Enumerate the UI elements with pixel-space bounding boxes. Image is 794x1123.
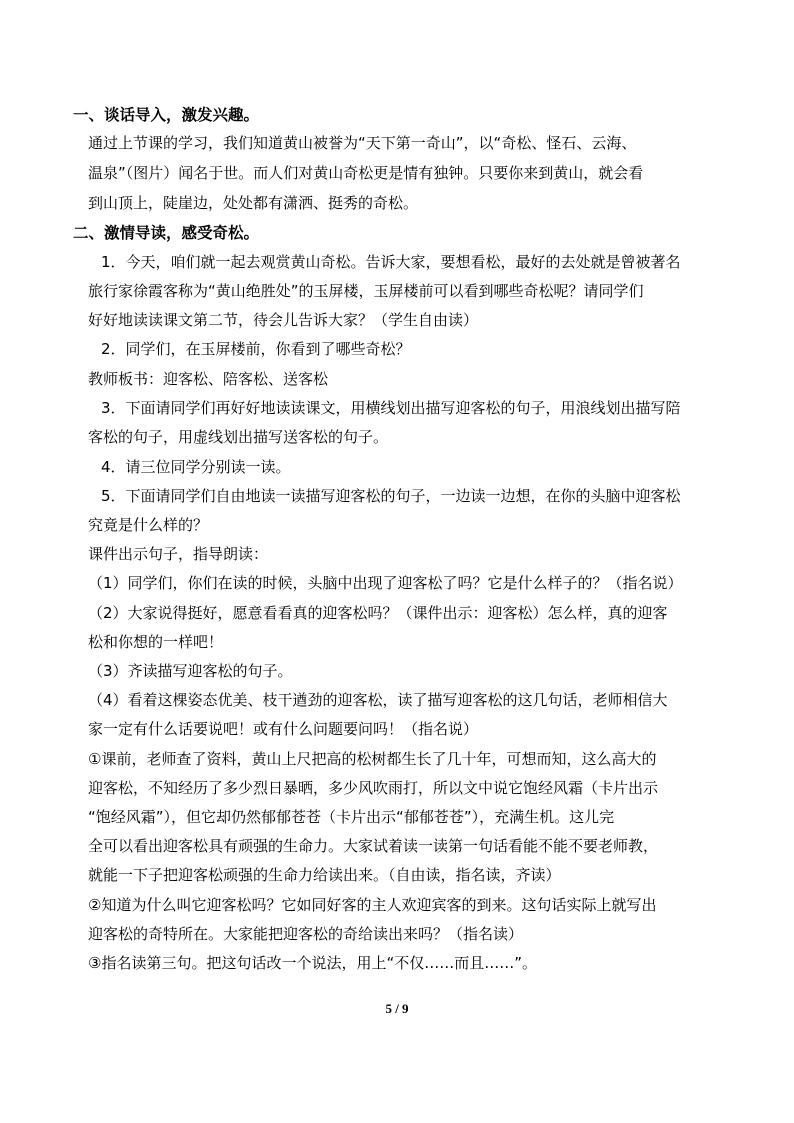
paragraph-line: 课件出示句子，指导朗读：	[88, 545, 269, 563]
paragraph-line: 旅行家徐霞客称为“黄山绝胜处”的玉屏楼，玉屏楼前可以看到哪些奇松呢？请同学们	[88, 282, 644, 300]
paragraph-line: 3．下面请同学们再好好地读读课文，用横线划出描写迎客松的句子，用浪线划出描写陪	[101, 399, 681, 417]
paragraph-line: 好好地读读课文第二节，待会儿告诉大家？（学生自由读）	[88, 311, 479, 329]
paragraph-line: 到山顶上，陡崖边，处处都有潇洒、挺秀的奇松。	[88, 194, 419, 212]
paragraph-line: 松和你想的一样吧！	[88, 633, 224, 651]
paragraph-line: 5．下面请同学们自由地读一读描写迎客松的句子，一边读一边想，在你的头脑中迎客松	[101, 487, 681, 505]
paragraph-line: 教师板书：迎客松、陪客松、送客松	[88, 370, 329, 388]
paragraph-line: 客松的句子，用虚线划出描写送客松的句子。	[88, 428, 389, 446]
paragraph-line: “饱经风霜”），但它却仍然郁郁苍苍（卡片出示“郁郁苍苍”），充满生机。这儿完	[88, 808, 615, 826]
paragraph-line: 究竟是什么样的？	[88, 516, 209, 534]
paragraph-line: 迎客松，不知经历了多少烈日暴晒，多少风吹雨打，所以文中说它饱经风霜（卡片出示	[88, 779, 659, 797]
paragraph-line: （1）同学们，你们在读的时候，头脑中出现了迎客松了吗？它是什么样子的？（指名说）	[88, 574, 683, 592]
section-heading-1: 一、谈话导入，激发兴趣。	[73, 106, 260, 124]
paragraph-line: 4．请三位同学分别读一读。	[101, 458, 291, 476]
paragraph-line: ③指名读第三句。把这句话改一个说法，用上“不仅……而且……”。	[88, 954, 537, 972]
section-heading-2: 二、激情导读，感受奇松。	[73, 224, 260, 242]
paragraph-line: 通过上节课的学习，我们知道黄山被誉为“天下第一奇山”，以“奇松、怪石、云海、	[88, 134, 637, 152]
paragraph-line: 全可以看出迎客松具有顽强的生命力。大家试着读一读第一句话看能不能不要老师教，	[88, 837, 659, 855]
paragraph-line: （3）齐读描写迎客松的句子。	[88, 662, 293, 680]
paragraph-line: 温泉”（图片）闻名于世。而人们对黄山奇松更是情有独钟。只要你来到黄山，就会看	[88, 164, 644, 182]
paragraph-line: 1．今天，咱们就一起去观赏黄山奇松。告诉大家，要想看松，最好的去处就是曾被著名	[101, 253, 681, 271]
paragraph-line: 就能一下子把迎客松顽强的生命力给读出来。（自由读，指名读，齐读）	[88, 866, 561, 884]
paragraph-line: （2）大家说得挺好，愿意看看真的迎客松吗？（课件出示：迎客松）怎么样，真的迎客	[88, 604, 668, 622]
paragraph-line: 迎客松的奇特所在。大家能把迎客松的奇给读出来吗？（指名读）	[88, 925, 524, 943]
paragraph-line: ②知道为什么叫它迎客松吗？它如同好客的主人欢迎宾客的到来。这句话实际上就写出	[88, 896, 657, 914]
page-number: 5 / 9	[385, 1001, 409, 1016]
paragraph-line: 2．同学们，在玉屏楼前，你看到了哪些奇松？	[101, 340, 411, 358]
paragraph-line: ①课前，老师查了资料，黄山上尺把高的松树都生长了几十年，可想而知，这么高大的	[88, 750, 657, 768]
paragraph-line: （4）看着这棵姿态优美、枝干遒劲的迎客松，读了描写迎客松的这几句话，老师相信大	[88, 691, 668, 709]
paragraph-line: 家一定有什么话要说吧！或有什么问题要问吗！（指名说）	[88, 720, 479, 738]
